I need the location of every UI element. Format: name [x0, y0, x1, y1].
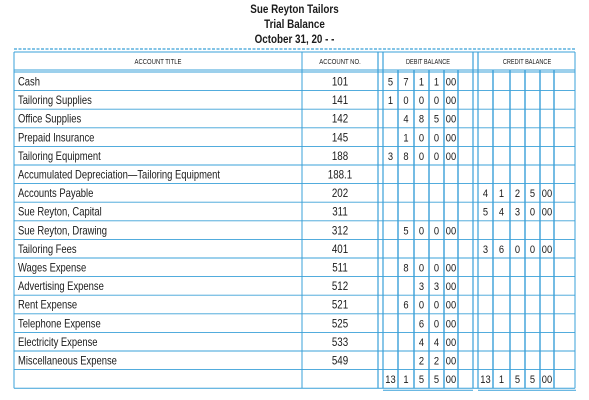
account-number: 312 [331, 224, 349, 238]
debit-digit: 0 [433, 95, 440, 108]
debit-digit: 0 [418, 95, 425, 108]
debit-digit: 0 [433, 318, 440, 331]
debit-digit: 1 [387, 95, 394, 108]
account-title: Electricity Expense [18, 336, 98, 350]
account-title: Prepaid Insurance [18, 131, 95, 145]
debit-digit: 8 [403, 262, 409, 275]
account-number: 101 [331, 75, 349, 89]
debit-digit: 7 [403, 76, 409, 89]
debit-total-digit: 13 [385, 374, 396, 387]
credit-digit: 4 [482, 188, 489, 201]
account-title: Accumulated Depreciation—Tailoring Equipment [18, 168, 221, 182]
account-number: 401 [331, 243, 349, 257]
account-number: 145 [331, 131, 349, 145]
debit-digit: 5 [433, 114, 440, 126]
debit-total-digit: 00 [445, 374, 457, 387]
debit-digit: 00 [445, 225, 457, 238]
account-title: Wages Expense [18, 261, 87, 275]
account-number: 511 [332, 261, 348, 275]
report-date: October 31, 20 - - [254, 32, 335, 46]
account-title: Tailoring Fees [18, 243, 77, 257]
credit-total-digit: 00 [541, 374, 553, 387]
debit-digit: 0 [418, 262, 425, 275]
account-title: Office Supplies [18, 112, 82, 126]
debit-digit: 6 [403, 300, 409, 312]
account-title: Tailoring Supplies [18, 94, 92, 108]
debit-digit: 4 [418, 337, 425, 350]
debit-digit: 0 [418, 300, 425, 312]
report-title: Trial Balance [264, 17, 325, 31]
debit-digit: 00 [445, 355, 457, 368]
credit-digit: 0 [529, 244, 536, 257]
debit-digit: 3 [418, 281, 425, 294]
account-title: Rent Expense [18, 298, 78, 312]
credit-digit: 5 [482, 207, 489, 219]
debit-digit: 8 [418, 114, 425, 126]
debit-digit: 3 [387, 151, 394, 164]
column-header-title: ACCOUNT TITLE [134, 58, 182, 67]
debit-digit: 2 [418, 355, 425, 368]
credit-digit: 1 [498, 188, 505, 201]
account-title: Sue Reyton, Drawing [18, 224, 107, 238]
account-title: Accounts Payable [18, 187, 94, 201]
account-title: Miscellaneous Expense [18, 354, 117, 368]
debit-digit: 00 [445, 337, 457, 350]
credit-total-digit: 5 [529, 374, 536, 387]
debit-digit: 0 [433, 262, 440, 275]
debit-digit: 00 [445, 132, 457, 145]
credit-total-digit: 5 [514, 374, 521, 387]
credit-digit: 0 [514, 244, 521, 257]
debit-digit: 0 [433, 151, 440, 164]
debit-digit: 0 [433, 225, 440, 238]
account-number: 512 [331, 280, 349, 294]
account-number: 141 [331, 94, 349, 108]
debit-digit: 00 [445, 281, 457, 294]
credit-digit: 5 [529, 188, 536, 201]
credit-digit: 3 [482, 244, 489, 257]
credit-digit: 00 [541, 244, 553, 257]
debit-digit: 00 [445, 76, 457, 89]
account-number: 521 [331, 299, 349, 312]
company-name: Sue Reyton Tailors [250, 2, 339, 16]
column-header-debit: DEBIT BALANCE [405, 58, 451, 67]
debit-digit: 3 [433, 281, 440, 294]
credit-digit: 6 [498, 244, 505, 257]
account-title: Cash [18, 75, 40, 89]
credit-digit: 0 [529, 207, 536, 219]
debit-digit: 1 [433, 76, 440, 89]
debit-digit: 0 [418, 151, 425, 164]
debit-digit: 6 [418, 318, 425, 331]
account-title: Advertising Expense [18, 280, 104, 294]
debit-digit: 1 [418, 76, 425, 89]
account-title: Telephone Expense [18, 317, 101, 331]
debit-total-digit: 5 [418, 374, 425, 387]
column-header-credit: CREDIT BALANCE [502, 58, 552, 67]
debit-digit: 0 [418, 225, 425, 238]
debit-digit: 00 [445, 151, 457, 164]
debit-digit: 0 [433, 300, 440, 312]
debit-digit: 4 [403, 114, 409, 126]
credit-digit: 00 [541, 207, 553, 219]
account-number: 525 [331, 317, 349, 331]
debit-digit: 0 [418, 132, 425, 145]
credit-total-digit: 13 [480, 374, 491, 387]
account-title: Tailoring Equipment [18, 150, 101, 164]
account-number: 202 [331, 187, 349, 201]
credit-total-digit: 1 [498, 374, 505, 387]
debit-digit: 4 [433, 337, 440, 350]
column-header-number: ACCOUNT NO. [319, 58, 361, 67]
account-number: 533 [331, 336, 349, 350]
credit-digit: 00 [541, 188, 553, 201]
debit-total-digit: 1 [403, 374, 409, 387]
debit-digit: 5 [403, 225, 409, 238]
debit-digit: 00 [445, 318, 457, 331]
account-number: 188.1 [327, 168, 353, 182]
debit-digit: 2 [433, 355, 440, 368]
debit-digit: 0 [433, 132, 440, 145]
credit-digit: 4 [498, 207, 505, 219]
debit-digit: 8 [403, 151, 409, 164]
debit-digit: 1 [403, 132, 409, 145]
debit-digit: 00 [445, 300, 457, 312]
debit-digit: 00 [445, 262, 457, 275]
account-number: 188 [331, 150, 349, 164]
account-title: Sue Reyton, Capital [18, 205, 102, 219]
credit-digit: 3 [514, 207, 521, 219]
account-number: 549 [331, 354, 349, 368]
debit-digit: 0 [403, 95, 409, 108]
debit-total-digit: 5 [433, 374, 440, 387]
credit-digit: 2 [514, 188, 521, 201]
debit-digit: 00 [445, 95, 457, 108]
account-number: 311 [332, 206, 348, 219]
debit-digit: 00 [445, 114, 457, 126]
account-number: 142 [331, 113, 349, 126]
debit-digit: 5 [387, 76, 394, 89]
